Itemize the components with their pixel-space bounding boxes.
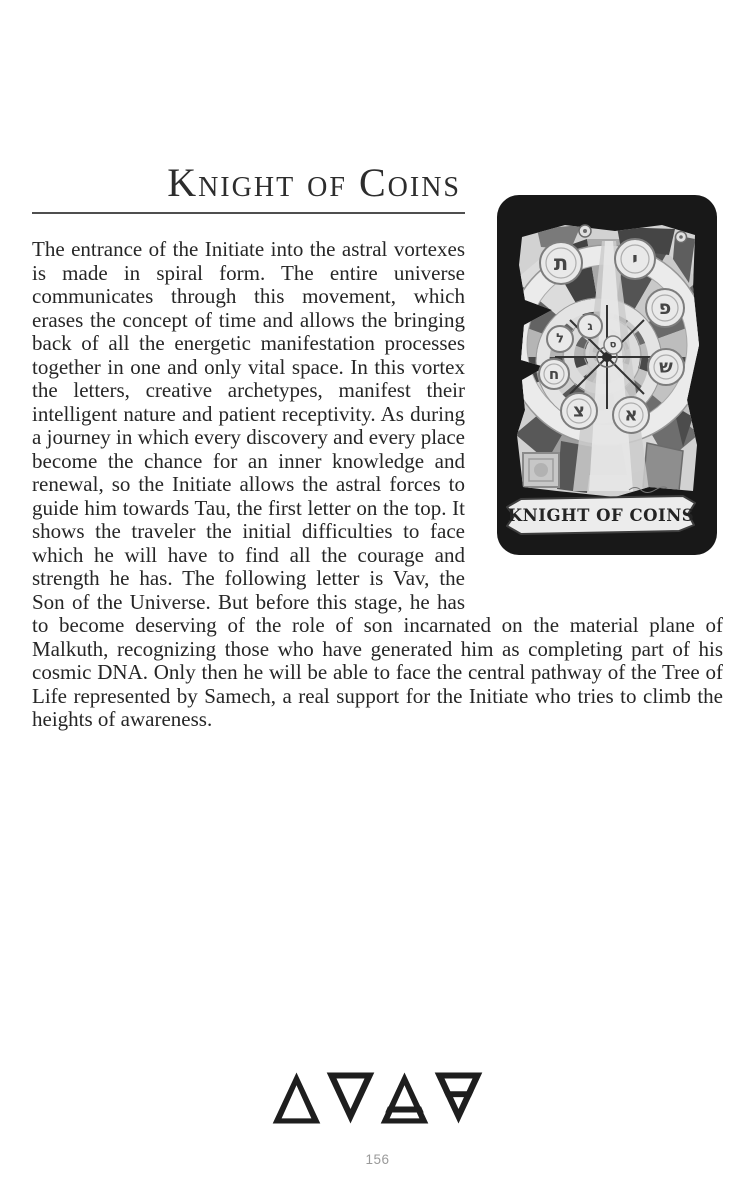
tarot-card (497, 195, 717, 555)
svg-text:ג: ג (587, 319, 593, 333)
book-page (0, 162, 755, 1186)
coin-letter-samekh (604, 336, 622, 354)
air-symbol (379, 1069, 430, 1127)
coin-letter-yod (615, 239, 655, 279)
svg-text:פ: פ (658, 297, 672, 319)
coin-letter-pe (646, 289, 684, 327)
coin-letter-lamed (547, 326, 573, 352)
body-paragraph: The entrance of the Initiate into the astral vortexes is made in spiral form. The entire universe communicates through this movement, which erases the concept of time and allows the bringing back of all the energetic manifestation processes together in one and only vital space. In this vortex the letters, creative archetypes, manifest their intelligent nature and patient receptivity. As during a journey in which every discovery and every place become the chance for an inner knowledge and renewal, so the Initiate allows the astral forces to guide him towards Tau, the first letter on the top. It shows the traveler the initial difficulties to face which he will have to find all the courage and strength he has. The following letter is Vav, the Son of the Universe. But before this stage, he has to become deserving of the role of son incarnated on the material plane of Malkuth, recognizing those who have generated him as completing part of his cosmic DNA. Only then he will be able to face the central pathway of the Tree of Life represented by Samech, a real support for the Initiate who tries to climb the heights of awareness. (32, 237, 723, 731)
svg-text:א: א (624, 404, 638, 426)
fire-symbol (271, 1069, 322, 1127)
tarot-card-frame (497, 195, 717, 555)
title-rule (32, 212, 465, 214)
coin-letter-aleph (613, 397, 649, 433)
card-banner-text: KNIGHT OF COINS (507, 506, 695, 525)
page-number: 156 (365, 1152, 390, 1167)
coin-letter-chet (539, 359, 569, 389)
earth-symbol (433, 1069, 484, 1127)
wheel-of-letters-illustration (497, 195, 717, 555)
svg-text:ל: ל (556, 331, 564, 347)
svg-text:ח: ח (548, 365, 560, 383)
coin-letter-tav (540, 242, 582, 284)
card-banner (507, 496, 695, 534)
element-symbols (0, 1069, 755, 1127)
svg-text:ת: ת (553, 251, 569, 275)
svg-text:י: י (632, 247, 638, 271)
page-title: Knight of Coins (167, 160, 461, 205)
coin-letter-shin (648, 349, 684, 385)
coin-letter-gimel (578, 314, 602, 338)
coin-letter-tsadi (561, 393, 597, 429)
svg-text:צ: צ (573, 400, 585, 422)
water-symbol (325, 1069, 376, 1127)
svg-text:ס: ס (609, 339, 617, 351)
svg-text:ש: ש (659, 356, 673, 378)
